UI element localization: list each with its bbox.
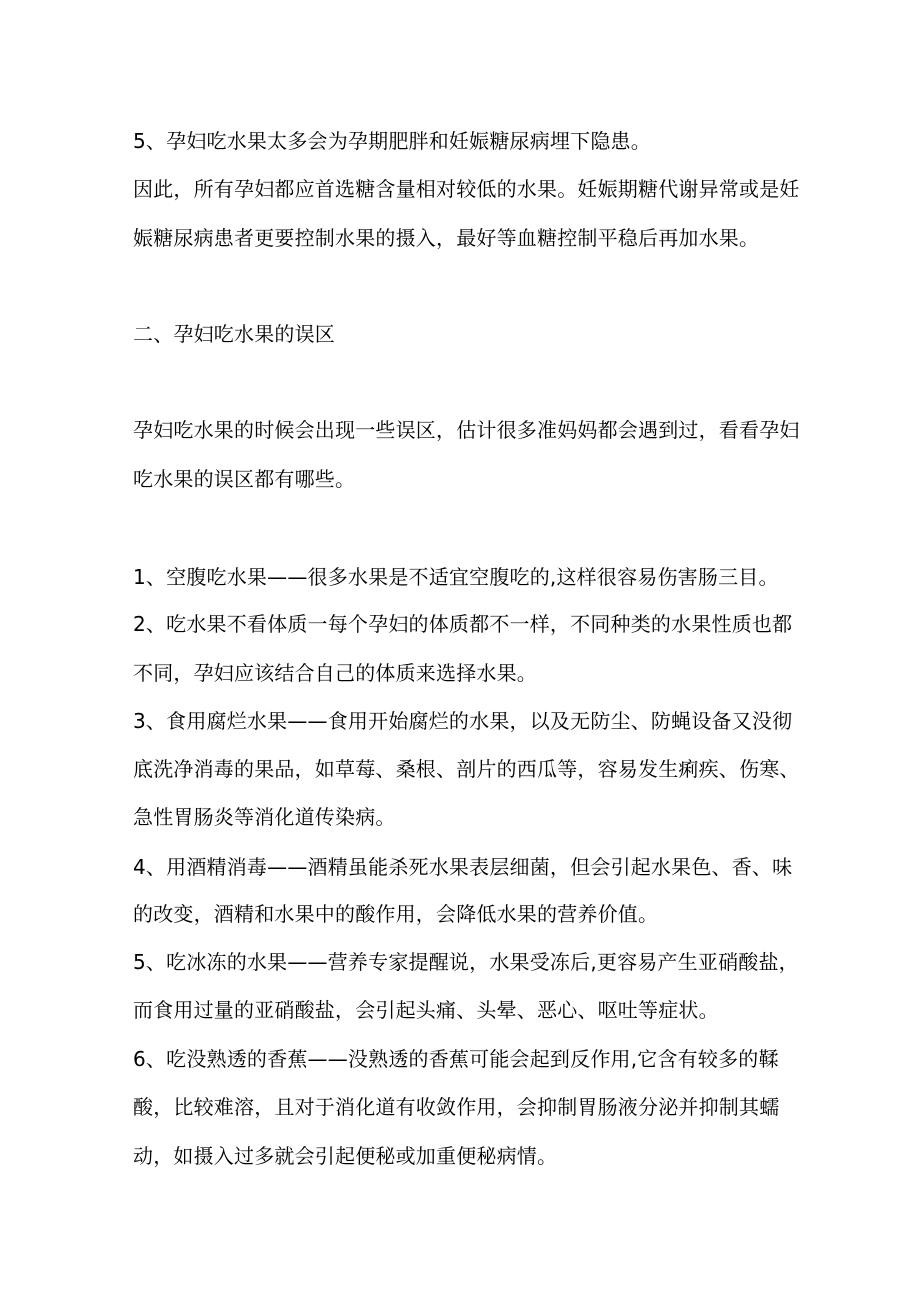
list-item-line: 5、吃冰冻的水果——营养专家提醒说，水果受冻后,更容易产生亚硝酸盐， bbox=[133, 950, 799, 974]
list-item-line: 不同，孕妇应该结合自己的体质来选择水果。 bbox=[133, 661, 537, 685]
paragraph-line: 5、孕妇吃水果太多会为孕期肥胖和妊娠糖尿病埋下隐患。 bbox=[133, 129, 651, 153]
list-item-line: 而食用过量的亚硝酸盐，会引起头痛、头晕、恶心、呕吐等症状。 bbox=[133, 998, 719, 1022]
paragraph-line: 因此，所有孕妇都应首选糖含量相对较低的水果。妊娠期糖代谢异常或是妊 bbox=[133, 177, 800, 201]
list-item-line: 酸，比较难溶，且对于消化道有收敛作用，会抑制胃肠液分泌并抑制其蠕 bbox=[133, 1095, 780, 1119]
list-item-line: 的改变，酒精和水果中的酸作用，会降低水果的营养价值。 bbox=[133, 902, 659, 926]
paragraph-line: 孕妇吃水果的时候会出现一些误区，估计很多准妈妈都会遇到过，看看孕妇 bbox=[133, 418, 800, 442]
section-heading: 二、孕妇吃水果的误区 bbox=[133, 322, 335, 346]
list-item-line: 动，如摄入过多就会引起便秘或加重便秘病情。 bbox=[133, 1144, 558, 1168]
list-item-line: 4、用酒精消毒——酒精虽能杀死水果表层细菌，但会引起水果色、香、味 bbox=[133, 855, 793, 879]
list-item-line: 6、吃没熟透的香蕉——没熟透的香蕉可能会起到反作用,它含有较多的鞣 bbox=[133, 1047, 779, 1071]
list-item-line: 2、吃水果不看体质一每个孕妇的体质都不一样，不同种类的水果性质也都 bbox=[133, 612, 793, 636]
list-item-line: 底洗净消毒的果品，如草莓、桑根、剖片的西瓜等，容易发生痢疾、伤寒、 bbox=[133, 757, 800, 781]
paragraph-line: 吃水果的误区都有哪些。 bbox=[133, 467, 356, 491]
list-item-line: 急性胃肠炎等消化道传染病。 bbox=[133, 805, 396, 829]
list-item-line: 3、食用腐烂水果——食用开始腐烂的水果，以及无防尘、防蝇设备又没彻 bbox=[133, 709, 793, 733]
paragraph-line: 娠糖尿病患者更要控制水果的摄入，最好等血糖控制平稳后再加水果。 bbox=[133, 226, 760, 250]
list-item-line: 1、空腹吃水果——很多水果是不适宜空腹吃的,这样很容易伤害肠三目。 bbox=[133, 565, 779, 589]
